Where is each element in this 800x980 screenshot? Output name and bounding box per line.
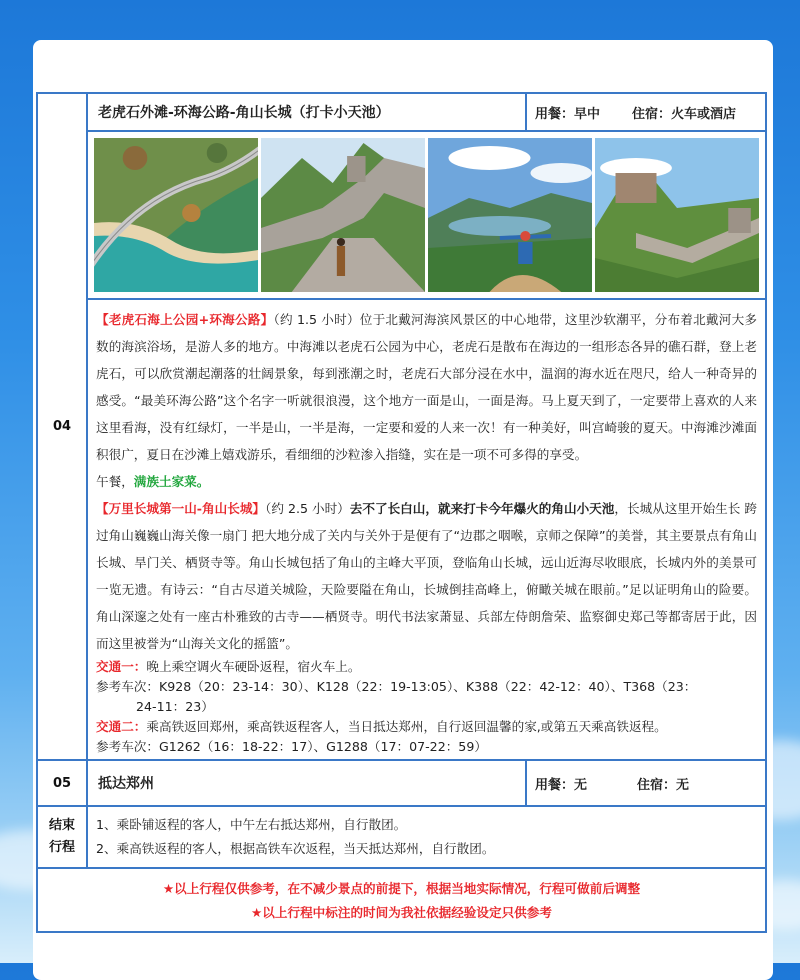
day-04-description-row bbox=[37, 299, 766, 760]
transport-1-ref: 参考车次：K928（20：23-14：30）、K128（22：19-13:05）、K388（22：42-12：40）、T368（23： bbox=[96, 679, 697, 694]
end-label: 结束 行程 bbox=[37, 806, 87, 868]
notes bbox=[37, 868, 766, 932]
heading-jiaoshan: 【万里长城第一山-角山长城】 bbox=[96, 501, 266, 516]
meal-stay bbox=[526, 93, 766, 131]
end-row bbox=[37, 806, 766, 868]
photo-strip bbox=[87, 131, 766, 299]
day-title: 抵达郑州 bbox=[87, 760, 526, 806]
notes-row bbox=[37, 868, 766, 932]
transport-1: 交通一：晚上乘空调火车硬卧返程，宿火车上。 bbox=[96, 659, 361, 674]
paragraph-jiaoshan: 【万里长城第一山-角山长城】（约 2.5 小时）去不了长白山，就来打卡今年爆火的角山小天池，长城从这里开始生长 跨过角山巍巍山海关像一扇门 把大地分成了关内与关外于是便有了“边郡之咽喉，京师之保障”的美誉，其主要景点有角山长城、旱门关、栖贤寺等。角山长城包括了角山的主峰大平顶，登临角山长城，远山近海尽收眼底，长城内外的美景可一览无遗。有诗云：“自古尽道关城险，天险要隘在角山，长城倒挂高峰上，俯瞰关城在眼前。”足以证明角山的险要。角山深邃之处有一座古朴雅致的古寺——栖贤寺。明代书法家萧显、兵部左侍朗詹荣、监察御史郑己等都寄居于此，因而这里被誉为“山海关文化的摇篮”。 bbox=[96, 501, 757, 651]
end-description: 1、乘卧铺返程的客人，中午左右抵达郑州，自行散团。 2、乘高铁返程的客人，根据高铁车次返程，当天抵达郑州，自行散团。 bbox=[87, 806, 766, 868]
photo-mountain-lake bbox=[428, 138, 592, 292]
note-2: ★以上行程中标注的时间为我社依据经验设定只供参考 bbox=[251, 905, 552, 920]
day-number: 04 bbox=[37, 93, 87, 760]
photo-great-wall-visitor bbox=[261, 138, 425, 292]
transport-2-ref: 参考车次：G1262（16：18-22：17）、G1288（17：07-22：59） bbox=[96, 739, 487, 754]
lunch-name: 满族土家菜。 bbox=[133, 474, 210, 489]
photo-beach-road bbox=[94, 138, 258, 292]
day-04-header-row bbox=[37, 93, 766, 131]
day-number: 05 bbox=[37, 760, 87, 806]
meal-label: 用餐：无 bbox=[535, 777, 588, 793]
transport-2: 交通二：乘高铁返回郑州，乘高铁返程客人，当日抵达郑州，自行返回温馨的家,或第五天乘高铁返程。 bbox=[96, 719, 667, 734]
day-05-header-row bbox=[37, 760, 766, 806]
day-title: 老虎石外滩-环海公路-角山长城（打卡小天池） bbox=[87, 93, 526, 131]
meal-label: 用餐：早中 bbox=[535, 106, 601, 122]
transport-1-ref-cont: 24-11：23） bbox=[136, 699, 214, 714]
note-1: ★以上行程仅供参考，在不减少景点的前提下，根据当地实际情况，行程可做前后调整 bbox=[162, 881, 641, 896]
paragraph-tiger-rock: 【老虎石海上公园+环海公路】（约 1.5 小时）位于北戴河海滨风景区的中心地带，这里沙软潮平，分布着北戴河大多数的海滨浴场，是游人多的地方。中海滩以老虎石公园为中心，老虎石是散布在海边的一组形态各异的礁石群，登上老虎石，可以欣赏潮起潮落的壮阔景象，每到涨潮之时，老虎石大部分浸在水中，温润的海水近在咫尺，给人一种奇异的感受。“最美环海公路”这个名字一听就很浪漫，这个地方一面是山，一面是海。马上夏天到了，一定要带上喜欢的人来这里看海，没有红绿灯，一半是山，一半是海，一定要和爱的人来一次！有一种美好，叫宫崎骏的夏天。中海滩沙滩面积很广，夏日在沙滩上嬉戏游乐，看细细的沙粒渗入指缝，实在是一项不可多得的享受。 bbox=[96, 312, 757, 462]
itinerary-table bbox=[36, 92, 767, 933]
photo-jiaoshan-great-wall bbox=[595, 138, 759, 292]
meal-stay bbox=[526, 760, 766, 806]
day-04-description bbox=[87, 299, 766, 760]
heading-tiger-rock: 【老虎石海上公园+环海公路】 bbox=[96, 312, 274, 327]
stay-label: 住宿：火车或酒店 bbox=[632, 106, 737, 122]
photo-row bbox=[37, 131, 766, 299]
stay-label: 住宿：无 bbox=[637, 777, 690, 793]
lunch-line: 午餐，满族土家菜。 bbox=[96, 474, 210, 489]
